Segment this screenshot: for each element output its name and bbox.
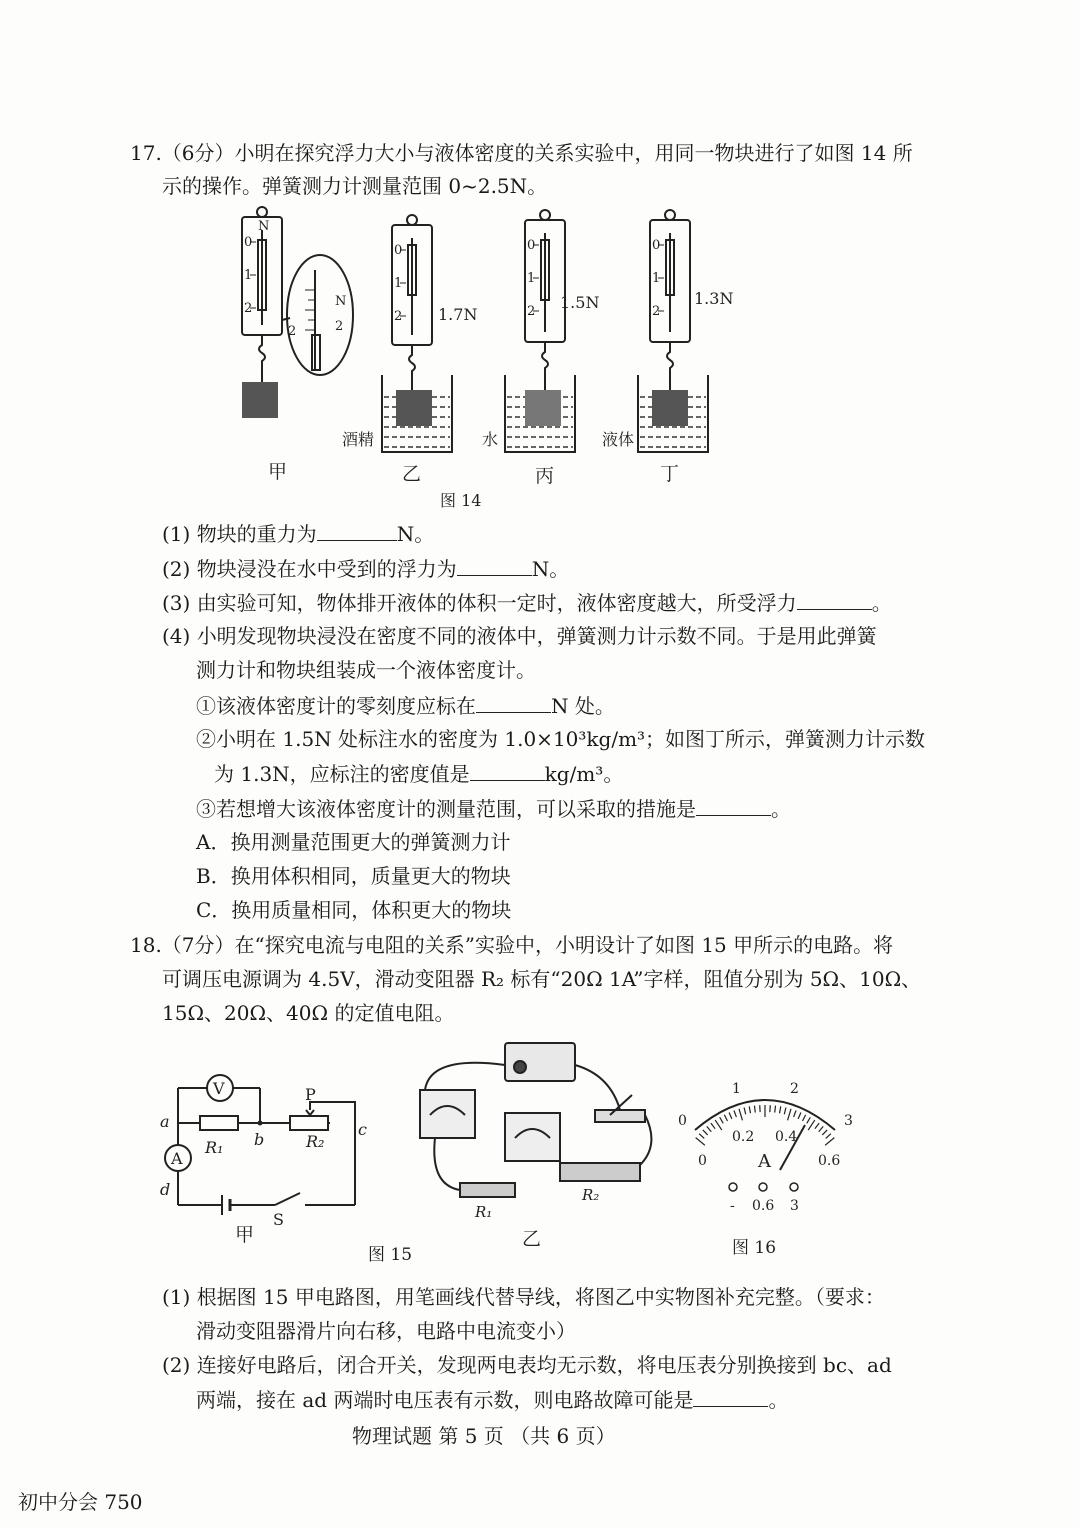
q18-intro-line2: 可调压电源调为 4.5V，滑动变阻器 R₂ 标有“20Ω 1A”字样，阻值分别为 5Ω、10Ω、 [162,967,922,991]
label-r2: R₂ [306,1132,325,1151]
svg-text:1: 1 [394,276,403,291]
svg-text:1: 1 [244,268,253,283]
figure-15-caption: 图 15 [368,1245,413,1265]
svg-text:1: 1 [732,1081,741,1097]
phys-label-r2: R₂ [582,1186,600,1204]
scale-unit-label: N [258,219,270,234]
reading-ding: 1.3N [694,289,734,308]
watermark-stamp: 初中分会 750 [18,1490,143,1514]
svg-text:2: 2 [790,1081,799,1097]
dial-tick [826,1134,831,1139]
liquid-label-water: 水 [482,430,499,449]
node-c: c [358,1120,367,1139]
dial-tick [715,1120,722,1130]
terminal-negative [729,1183,737,1191]
dial-tick [754,1106,755,1113]
svg-text:2: 2 [652,304,661,319]
q17-sub3: ③若想增大该液体密度计的测量范围，可以采取的措施是 。 [196,797,791,821]
voltmeter-device [505,1113,560,1161]
phys-label-r1: R₁ [475,1203,493,1221]
dial-tick [784,1107,786,1114]
node-a: a [160,1112,170,1131]
svg-text:0: 0 [394,243,403,258]
dial-tick [780,1106,781,1113]
svg-text:0.4: 0.4 [775,1129,798,1145]
q17-intro-line1: 17.（6分）小明在探究浮力大小与液体密度的关系实验中，用同一物块进行了如图 14 所 [130,141,913,165]
dial-tick [749,1106,750,1113]
q17-sub2-line2: 为 1.3N，应标注的密度值是 kg/m³。 [214,762,624,786]
svg-text:0: 0 [678,1113,687,1129]
rheostat-r2-symbol [290,1116,328,1130]
answer-blank-6[interactable] [696,795,771,816]
svg-text:0: 0 [698,1153,707,1169]
q17-sub2-line1: ②小明在 1.5N 处标注水的密度为 1.0×10³kg/m³；如图丁所示，弹簧测力计示数 [196,727,926,751]
option-b: B．换用体积相同，质量更大的物块 [196,864,511,888]
svg-text:0.6: 0.6 [818,1153,841,1169]
ammeter-device [420,1090,475,1138]
svg-text:3: 3 [790,1198,799,1214]
dial-tick [803,1115,806,1121]
resistor-r1-symbol [200,1116,238,1130]
figure-15-physical-circuit [410,1035,670,1255]
q18-part1-line1: (1) 根据图 15 甲电路图，用笔画线代替导线，将图乙中实物图补充完整。（要求： [162,1285,885,1309]
spring-scale-yi [392,215,432,390]
dial-tick [788,1109,791,1120]
dial-tick [707,1126,712,1131]
q18-part2-line2: 两端，接在 ad 两端时电压表有示数，则电路故障可能是 。 [196,1388,789,1412]
dial-tick [825,1138,834,1146]
dial-tick [734,1111,736,1118]
block-yi [396,390,432,426]
q17-part4-line1: (4) 小明发现物块浸没在密度不同的液体中，弹簧测力计示数不同。于是用此弹簧 [162,624,877,648]
resistor-r1-device [460,1183,515,1197]
reading-bing: 1.5N [560,293,600,312]
dial-unit: A [758,1151,771,1172]
svg-text:2: 2 [335,319,344,334]
answer-blank-1[interactable] [317,520,397,541]
switch-symbol [275,1193,300,1205]
block-jia [242,382,278,418]
dial-tick [711,1123,715,1129]
svg-text:3: 3 [844,1113,853,1129]
dial-tick [729,1112,732,1118]
label-p: P [305,1085,316,1104]
q17-sub1: ①该液体密度计的零刻度应标在 N 处。 [196,694,615,718]
label-a: A [171,1149,183,1168]
figure-14 [220,200,740,520]
dial-tick [696,1138,705,1146]
dial-tick [822,1130,827,1135]
label-v: V [213,1079,225,1098]
svg-text:N: N [335,294,347,309]
switch-device [595,1110,645,1122]
answer-blank-4[interactable] [476,692,551,713]
dial-tick [699,1134,704,1139]
terminal-0.6 [759,1183,767,1191]
dial-tick [815,1123,819,1129]
node-b: b [254,1130,265,1149]
panel-label-yi: 乙 [402,463,422,485]
zoom-tick-label: 2 [288,324,297,339]
q17-part4-line2: 测力计和物块组装成一个液体密度计。 [196,658,536,682]
q18-part1-line2: 滑动变阻器滑片向右移，电路中电流变小） [196,1319,576,1343]
answer-blank-2[interactable] [457,555,532,576]
answer-blank-7[interactable] [693,1386,768,1407]
dial-tick [724,1115,727,1121]
option-c: C．换用质量相同，体积更大的物块 [196,898,512,922]
option-a: A．换用测量范围更大的弹簧测力计 [196,830,511,854]
fig15-sub-jia: 甲 [235,1224,255,1246]
svg-text:-: - [730,1198,735,1214]
label-s: S [273,1210,284,1229]
fig15-sub-yi: 乙 [522,1228,542,1250]
svg-text:2: 2 [244,301,253,316]
rheostat-r2-device [560,1163,640,1181]
svg-text:0.2: 0.2 [732,1129,755,1145]
svg-text:0.6: 0.6 [752,1198,775,1214]
panel-label-ding: 丁 [660,463,680,485]
dial-tick [703,1130,708,1135]
q17-part2: (2) 物块浸没在水中受到的浮力为 N。 [162,557,570,581]
dial-tick [798,1112,801,1118]
panel-label-bing: 丙 [535,465,555,487]
terminal-3 [790,1183,798,1191]
spring-scale-bing [525,210,565,390]
q18-part2-line1: (2) 连接好电路后，闭合开关，发现两电表均无示数，将电压表分别换接到 bc、ad [162,1353,892,1377]
q17-intro-line2: 示的操作。弹簧测力计测量范围 0~2.5N。 [162,174,548,198]
q18-intro-line3: 15Ω、20Ω、40Ω 的定值电阻。 [162,1001,455,1025]
dial-tick [739,1109,742,1120]
dial-tick [775,1106,776,1113]
q17-part3: (3) 由实验可知，物体排开液体的体积一定时，液体密度越大，所受浮力 。 [162,591,892,615]
node-d: d [160,1180,171,1199]
svg-text:2: 2 [394,309,403,324]
block-ding [652,390,688,426]
dial-tick [808,1120,815,1130]
liquid-label-alcohol: 酒精 [342,430,375,449]
dial-tick [720,1117,724,1123]
answer-blank-3[interactable] [797,589,872,610]
dial-tick [744,1107,746,1114]
dial-tick [794,1111,796,1118]
spring-scale-ding [650,210,690,390]
answer-blank-5[interactable] [470,760,545,781]
svg-text:0: 0 [527,238,536,253]
reading-yi: 1.7N [438,305,478,324]
q17-part1: (1) 物块的重力为 N。 [162,522,435,546]
svg-text:1: 1 [527,271,536,286]
svg-text:0: 0 [244,235,253,250]
panel-label-jia: 甲 [268,461,288,483]
figure-14-caption: 图 14 [440,491,482,510]
block-bing [525,390,561,426]
svg-text:1: 1 [652,271,661,286]
liquid-label-liquid: 液体 [602,430,635,449]
q18-intro-line1: 18.（7分）在“探究电流与电阻的关系”实验中，小明设计了如图 15 甲所示的电路。将 [130,933,894,957]
label-r1: R₁ [205,1138,224,1157]
dial-tick [807,1117,811,1123]
figure-16-caption: 图 16 [732,1238,777,1258]
dial-tick [819,1126,824,1131]
page-footer: 物理试题 第 5 页 （共 6 页） [352,1424,616,1448]
figure-16-ammeter-dial [670,1075,860,1265]
svg-text:0: 0 [652,238,661,253]
svg-text:2: 2 [527,304,536,319]
figure-15-circuit-diagram [150,1065,380,1265]
